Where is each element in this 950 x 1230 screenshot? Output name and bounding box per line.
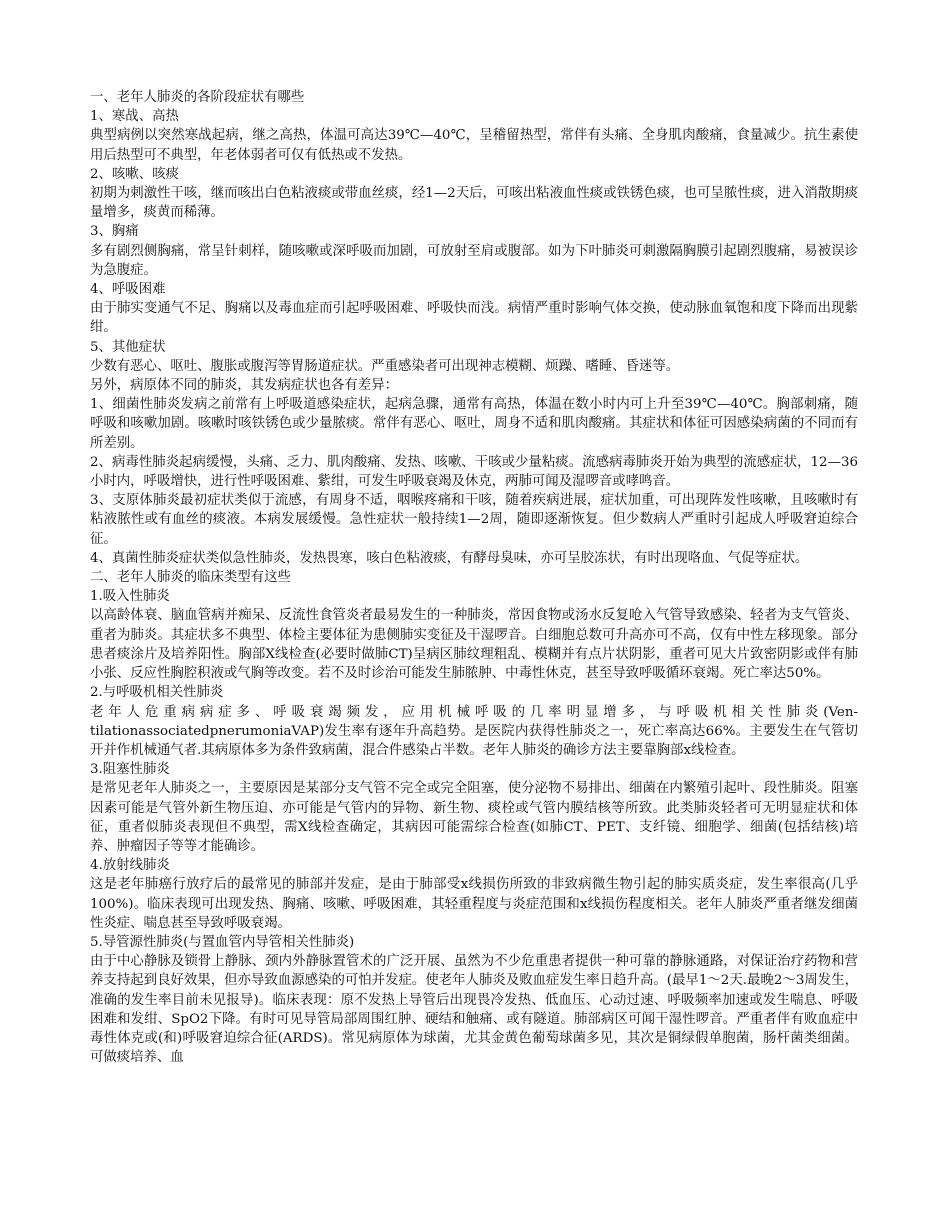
body-paragraph: 由于肺实变通气不足、胸痛以及毒血症而引起呼吸困难、呼吸快而浅。病情严重时影响气体交换，使动脉血氧饱和度下降而出现紫绀。 <box>90 301 858 336</box>
body-paragraph: 这是老年肺癌行放疗后的最常见的肺部并发症，是由于肺部受x线损伤所致的非致病微生物引起的肺实质炎症，发生率很高(几乎100%)。临床表现可出现发热、胸痛、咳嗽、呼吸困难，其轻重程度与炎症范围和x线损伤程度相关。老年人肺炎严重者继发细菌性炎症、喘息甚至导致呼吸衰竭。 <box>90 877 858 931</box>
body-paragraph: 老年人危重病病症多、呼吸衰竭频发，应用机械呼吸的几率明显增多，与呼吸机相关性肺炎(Ven-tilationassociatedpnerumoniaVAP)发生率有逐年升高趋势。是医院内获得性肺炎之一，死亡率高达66%。主要发生在气管切开并作机械通气者.其病原体多为条件致病菌，混合件感染占半数。老年人肺炎的确诊方法主要靠胸部x线检查。 <box>90 704 858 758</box>
subsection-heading: 5、其他症状 <box>90 339 166 355</box>
body-paragraph: 3、支原体肺炎最初症状类似于流感，有周身不适，咽喉疼痛和干咳，随着疾病进展，症状加重，可出现阵发性咳嗽，且咳嗽时有粘液脓性或有血丝的痰液。本病发展缓慢。急性症状一般持续1—2周，随即逐渐恢复。但少数病人严重时引起成人呼吸窘迫综合征。 <box>90 493 858 547</box>
section-heading: 二、老年人肺炎的临床类型有这些 <box>90 570 291 586</box>
body-paragraph: 1、细菌性肺炎发病之前常有上呼吸道感染症状，起病急骤，通常有高热，体温在数小时内可上升至39℃—40℃。胸部刺痛，随呼吸和咳嗽加剧。咳嗽时咳铁锈色或少量脓痰。常伴有恶心、呕吐，周身不适和肌肉酸痛。其症状和体征可因感染病菌的不同而有所差别。 <box>90 397 858 451</box>
subsection-heading: 1.吸入性肺炎 <box>90 589 170 605</box>
body-paragraph: 2、病毒性肺炎起病缓慢，头痛、乏力、肌肉酸痛、发热、咳嗽、干咳或少量粘痰。流感病毒肺炎开始为典型的流感症状，12—36小时内，呼吸增快，进行性呼吸困难、紫绀，可发生呼吸衰竭及休克，两肺可闻及湿啰音或哮鸣音。 <box>90 454 858 490</box>
body-paragraph: 初期为刺激性干咳，继而咳出白色粘液痰或带血丝痰，经1—2天后，可咳出粘液血性痰或铁锈色痰，也可呈脓性痰，进入消散期痰量增多，痰黄而稀薄。 <box>90 186 858 221</box>
body-paragraph: 典型病例以突然寒战起病，继之高热，体温可高达39℃—40℃，呈稽留热型，常伴有头痛、全身肌肉酸痛，食量减少。抗生素使用后热型可不典型，年老体弱者可仅有低热或不发热。 <box>90 128 858 163</box>
subsection-heading: 3.阻塞性肺炎 <box>90 762 170 778</box>
subsection-heading: 1、寒战、高热 <box>90 109 179 125</box>
body-paragraph: 4、真菌性肺炎症状类似急性肺炎，发热畏寒，咳白色粘液痰，有酵母臭味，亦可呈胶冻状，有时出现咯血、气促等症状。 <box>90 550 809 566</box>
subsection-heading: 2.与呼吸机相关性肺炎 <box>90 685 224 701</box>
body-paragraph: 是常见老年人肺炎之一，主要原因是某部分支气管不完全或完全阻塞，使分泌物不易排出、细菌在内繁殖引起叶、段性肺炎。阻塞因素可能是气管外新生物压迫、亦可能是气管内的异物、新生物、痰栓或气管内膜结核等所致。此类肺炎轻者可无明显症状和体征，重者似肺炎表现但不典型，需X线检查确定，其病因可能需综合检查(如肺CT、PET、支纤镜、细胞学、细菌(包括结核)培养、肿瘤因子等等才能确诊。 <box>90 781 858 854</box>
subsection-heading: 4、呼吸困难 <box>90 282 166 298</box>
section-heading: 一、老年人肺炎的各阶段症状有哪些 <box>90 90 305 105</box>
body-paragraph: 少数有恶心、呕吐、腹胀或腹泻等胃肠道症状。严重感染者可出现神志模糊、烦躁、嗜睡、昏迷等。 <box>90 358 680 374</box>
body-paragraph: 多有剧烈侧胸痛，常呈针刺样，随咳嗽或深呼吸而加剧，可放射至肩或腹部。如为下叶肺炎可刺激隔胸膜引起剧烈腹痛，易被误诊为急腹症。 <box>90 243 858 278</box>
body-paragraph: 另外，病原体不同的肺炎，其发病症状也各有差异： <box>90 378 398 394</box>
subsection-heading: 3、胸痛 <box>90 224 139 240</box>
body-paragraph: 由于中心静脉及锁骨上静脉、颈内外静脉置管术的广泛开展、虽然为不少危重患者提供一种可靠的静脉通路，对保证治疗药物和营养支持起到良好效果，但亦导致血源感染的可怕并发症。使老年人肺炎及败血症发生率日趋升高。(最早1～2天.最晚2～3周发生，准确的发生率目前未见报导)。临床表现：原不发热上导管后出现畏冷发热、低血压、心动过速、呼吸频率加速或发生喘息、呼吸困难和发绀、SpO2下降。有时可见导管局部周围红肿、硬结和触痛、或有隧道。肺部病区可闻干湿性啰音。严重者伴有败血症中毒性体克或(和)呼吸窘迫综合征(ARDS)。常见病原体为球菌，尤其金黄色葡萄球菌多见，其次是铜绿假单胞菌，肠杆菌类细菌。可做痰培养、血 <box>90 954 858 1066</box>
subsection-heading: 5.导管源性肺炎(与置血管内导管相关性肺炎) <box>90 934 355 950</box>
body-paragraph: 以高龄体衰、脑血管病并痴呆、反流性食管炎者最易发生的一种肺炎，常因食物或汤水反复呛入气管导致感染、轻者为支气管炎、重者为肺炎。其症状多不典型、体检主要体征为患侧肺实变征及干湿啰音。白细胞总数可升高亦可不高，仅有中性左移现象。部分患者痰涂片及培养阳性。胸部X线检查(必要时做肺CT)呈病区肺纹理粗乱、模糊并有点片状阴影，重者可见大片致密阴影或伴有肺小张、反应性胸腔积液或气胸等改变。若不及时诊治可能发生肺脓肿、中毒性休克，甚至导致呼吸循环衰竭。死亡率达50%。 <box>90 608 858 682</box>
subsection-heading: 4.放射线肺炎 <box>90 858 170 874</box>
document-body <box>90 88 858 1067</box>
subsection-heading: 2、咳嗽、咳痰 <box>90 166 179 182</box>
